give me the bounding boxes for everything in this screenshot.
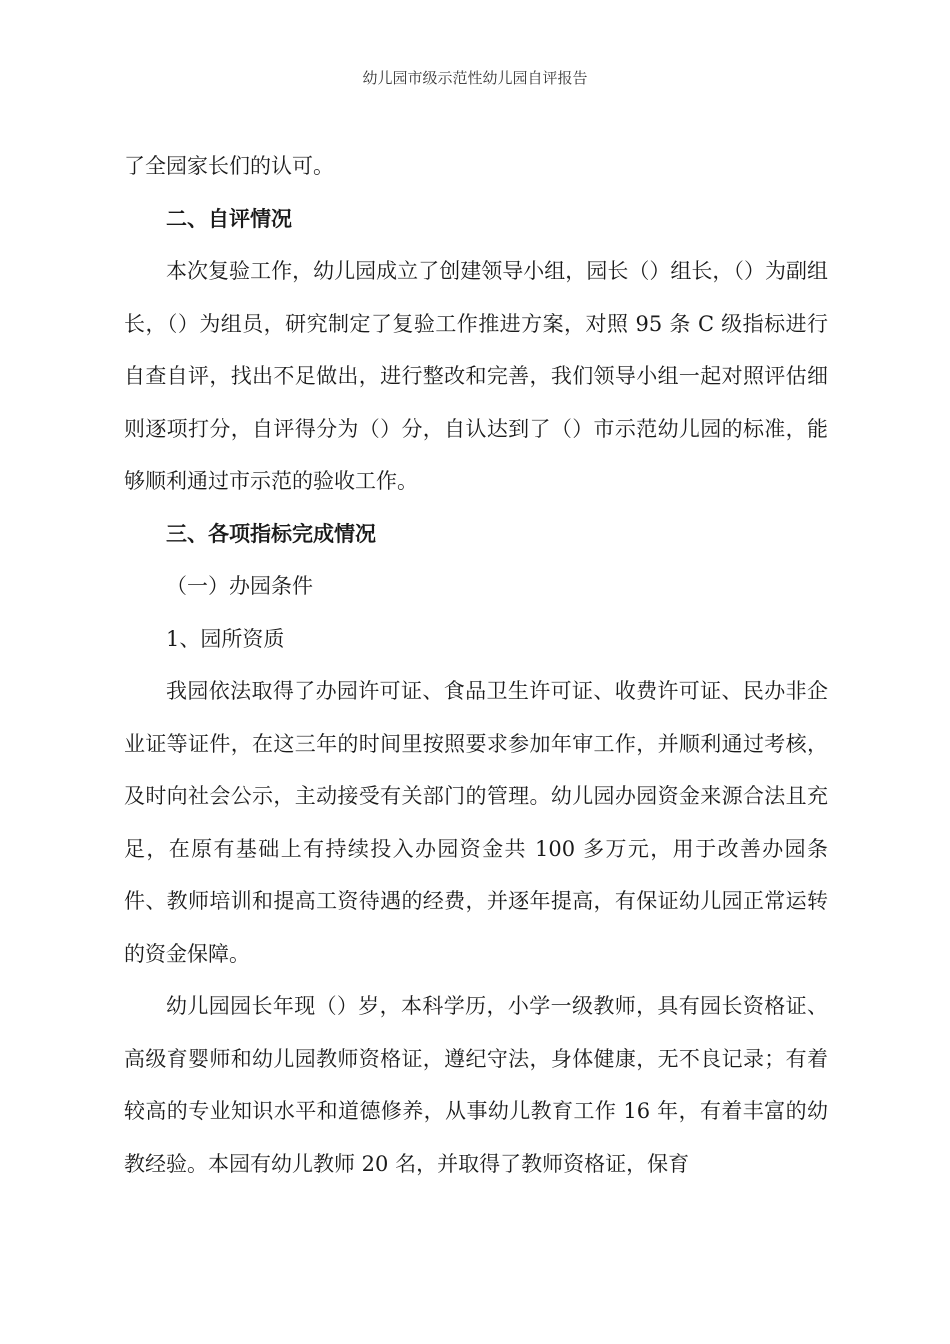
item-heading-qualifications: 1、园所资质 <box>166 626 285 651</box>
self-evaluation-paragraph: 本次复验工作，幼儿园成立了创建领导小组，园长（）组长，（）为副组长，（）为组员，研究制定了复验工作推进方案，对照 95 条 C 级指标进行自查自评，找出不足做出，进行整改和完善，我们领导小组一起对照评估细则逐项打分，自评得分为（）分，自认达到了（）市示范幼儿园的标准，能够顺利通过市示范的验收工作。 <box>124 259 828 493</box>
principal-paragraph: 幼儿园园长年现（）岁，本科学历，小学一级教师，具有园长资格证、高级育婴师和幼儿园教师资格证，遵纪守法，身体健康，无不良记录；有着较高的专业知识水平和道德修养，从事幼儿教育工作 16 年，有着丰富的幼教经验。本园有幼儿教师 20 名，并取得了教师资格证，保育 <box>124 994 828 1176</box>
section-heading-self-evaluation: 二、自评情况 <box>166 206 292 231</box>
qualifications-paragraph: 我园依法取得了办园许可证、食品卫生许可证、收费许可证、民办非企业证等证件，在这三年的时间里按照要求参加年审工作，并顺利通过考核，及时向社会公示，主动接受有关部门的管理。幼儿园办园资金来源合法且充足，在原有基础上有持续投入办园资金共 100 多万元，用于改善办园条件、教师培训和提高工资待遇的经费，并逐年提高，有保证幼儿园正常运转的资金保障。 <box>124 679 828 966</box>
running-header: 幼儿园市级示范性幼儿园自评报告 <box>362 69 588 87</box>
subsection-heading-conditions: （一）办园条件 <box>166 574 313 598</box>
document-body <box>124 140 828 1190</box>
section-heading-indicators: 三、各项指标完成情况 <box>166 521 376 546</box>
continuation-paragraph: 了全园家长们的认可。 <box>124 154 334 178</box>
